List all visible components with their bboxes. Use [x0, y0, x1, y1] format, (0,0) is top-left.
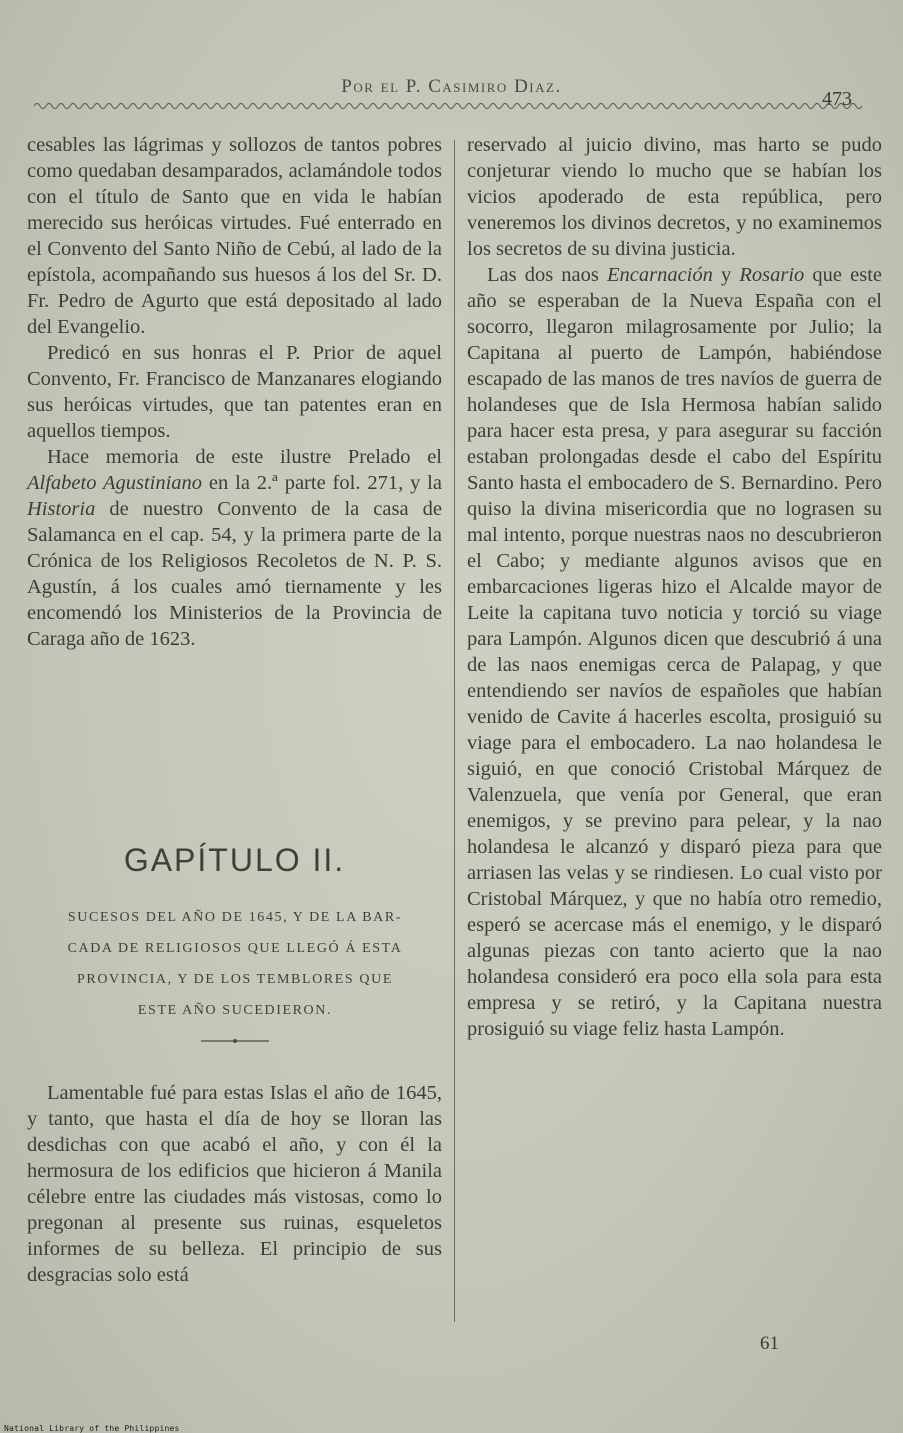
paragraph: Las dos naos Encarnación y Rosario que este año se esperaban de la Nueva España con el socorro, llegaron milagrosamente por Julio; la Capitana al puerto de Lampón, habiéndose escapado de las manos de tres navíos de guerra de holandeses que de Isla Hermosa habían salido para hacer esta presa, y para asegurar su facción estaban prolongadas desde el cabo del Espíritu Santo hasta el embocadero de S. Bernardino. Pero quiso la divina misericordia que no lograsen su mal intento, porque nuestras naos no descubrieron el Cabo; y mediante algunos avisos que en embarcaciones ligeras hizo el Alcalde mayor de Leite la capitana tuvo noticia y torció su viage para Lampón. Algunos dicen que descubrió á una de las naos enemigas cerca de Palapag, y que entendiendo ser navíos de españoles que habían venido de Cavite á hacerles escolta, prosiguió su viage para el embocadero. La nao holandesa le siguió, en que conoció Cristobal Márquez de Valenzuela, que venía por General, que eran enemigos, y se previno para pelear, y la nao holandesa le alcanzó y disparó pieza para que arriasen las velas y se rindiesen. Lo cual visto por Cristobal Márquez, y que no había otro remedio, esperó se acercase más el enemigo, y le disparó algunas piezas con tanto acierto que la nao holandesa consideró era poco ella sola para esta empresa y se retiró, y la Capitana nuestra prosiguió su viage feliz hasta Lampón.	[467, 264, 882, 1040]
italic-title: Alfabeto Agustiniano	[27, 472, 203, 494]
italic-title: Encarnación	[606, 264, 713, 286]
signature-number: 61	[760, 1333, 779, 1354]
chapter-summary	[20, 902, 450, 1026]
paragraph: reservado al juicio divino, mas harto se pudo conjeturar viendo lo mucho que se habían los vicios apoderado de esta república, pero veneremos los divinos decretos, y no examinemos los secretos de su divina justicia.	[467, 134, 882, 260]
paragraph: Hace memoria de este ilustre Prelado el Alfabeto Agustiniano en la 2.ª parte fol. 271, y la Historia de nuestro Convento de la casa de Salamanca en el cap. 54, y la primera parte de la Crónica de los Religiosos Recoletos de N. P. S. Agustín, á los cuales amó tiernamente y les encomendó los Ministerios de la Provincia de Caraga año de 1623.	[27, 446, 442, 650]
header-wavy-rule	[34, 98, 874, 112]
page-number: 473	[822, 88, 852, 110]
right-column	[467, 132, 882, 1042]
summary-line: ESTE AÑO SUCEDIERON.	[137, 1003, 333, 1018]
summary-line: CADA DE RELIGIOSOS QUE LLEGÓ Á ESTA	[67, 941, 403, 956]
paragraph: Predicó en sus honras el P. Prior de aquel Convento, Fr. Francisco de Manzanares elogiando sus heróicas virtudes, que tan patentes eran en aquellos tiempos.	[27, 342, 442, 442]
summary-line: SUCESOS DEL AÑO DE 1645, Y DE LA BAR-	[67, 910, 403, 925]
italic-title: Historia	[27, 498, 96, 520]
paragraph: Lamentable fué para estas Islas el año de 1645, y tanto, que hasta el día de hoy se lloran las desdichas con que acabó el año, y con él la hermosura de los edificios que hicieron á Manila célebre entre las ciudades más vistosas, como lo pregonan al presente sus ruinas, esqueletos informes de su belleza. El principio de sus desgracias solo está	[27, 1082, 442, 1286]
chapter-title: GAPÍTULO II.	[123, 842, 346, 878]
running-head: Por el P. Casimiro Diaz.	[341, 76, 562, 97]
italic-title: Rosario	[739, 264, 805, 286]
ornament-rule	[195, 1036, 275, 1046]
paragraph: cesables las lágrimas y sollozos de tantos pobres como quedaban desamparados, aclamándole todos con el título de Santo que en vida le habían merecido sus heróicas virtudes. Fué enterrado en el Convento del Santo Niño de Cebú, al lado de la epístola, acompañando sus huesos á los del Sr. D. Fr. Pedro de Agurto que está depositado al lado del Evangelio.	[27, 134, 442, 338]
left-column-bottom	[27, 1080, 442, 1288]
library-credit: National Library of the Philippines	[4, 1424, 180, 1433]
column-divider	[454, 140, 455, 1322]
left-column-top	[27, 132, 442, 652]
summary-line: PROVINCIA, Y DE LOS TEMBLORES QUE	[77, 972, 393, 987]
